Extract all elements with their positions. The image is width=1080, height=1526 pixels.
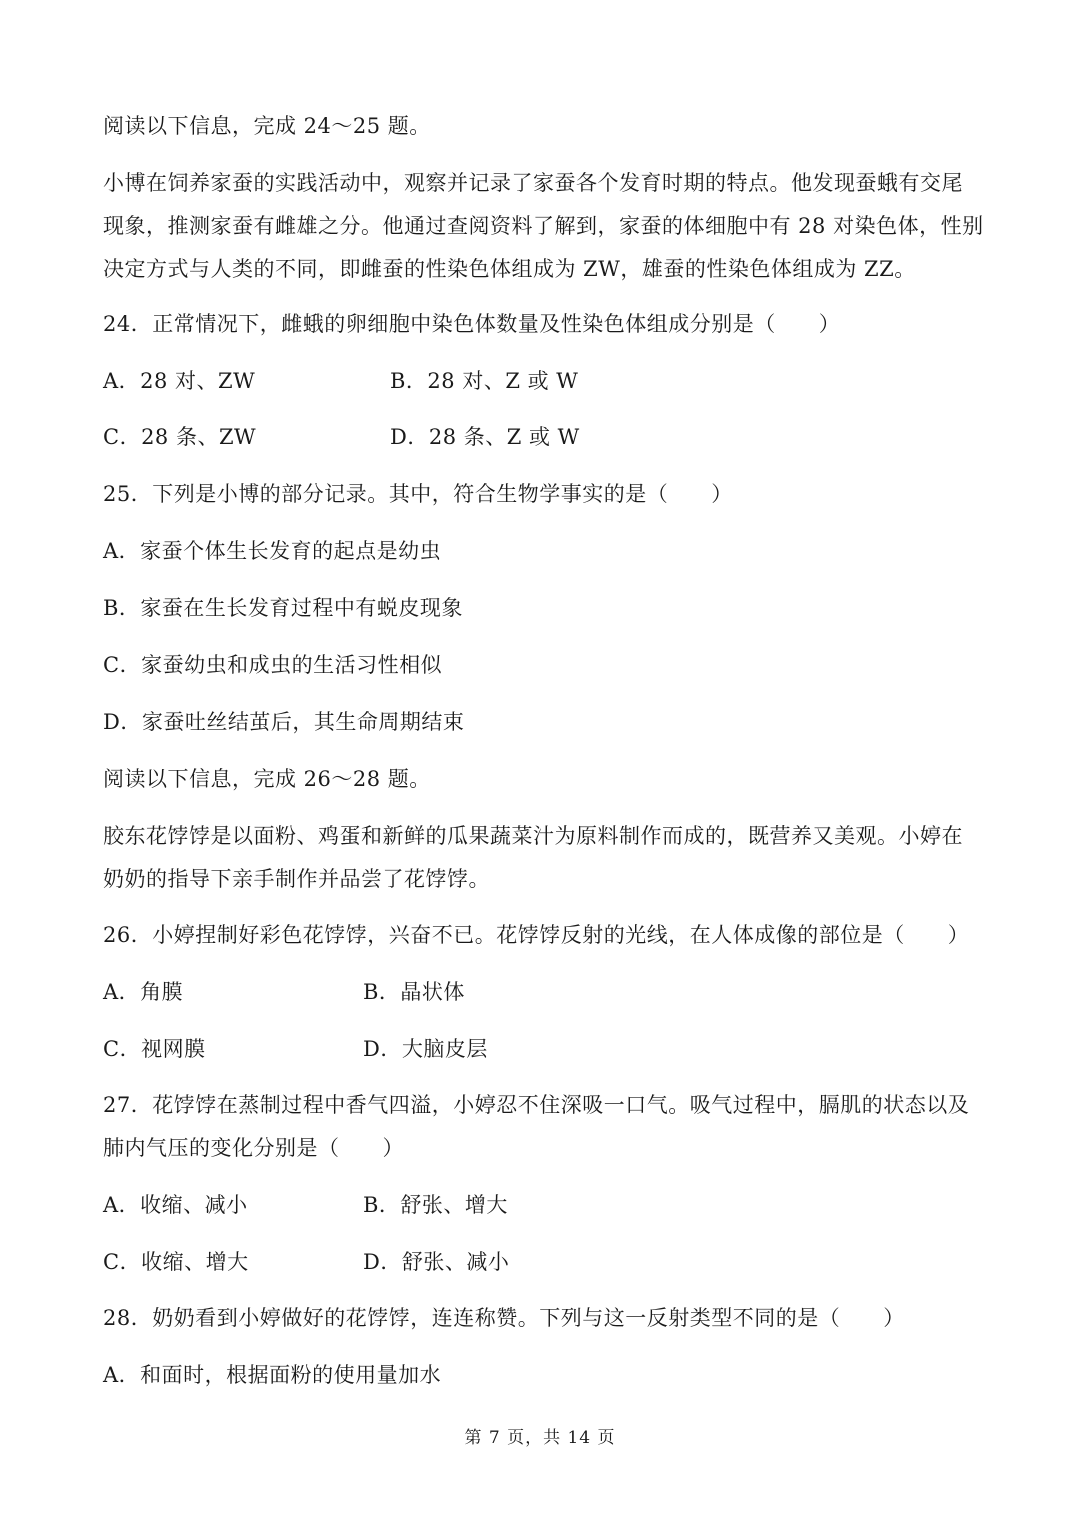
question-27-stem-line-1: 27．花饽饽在蒸制过程中香气四溢，小婷忍不住深吸一口气。吸气过程中，膈肌的状态以及 bbox=[103, 1093, 970, 1117]
question-27-stem-line-2: 肺内气压的变化分别是（ ） bbox=[103, 1136, 404, 1160]
question-27-option-b: B．舒张、增大 bbox=[363, 1193, 508, 1217]
passage-huabobo-line-2: 奶奶的指导下亲手制作并品尝了花饽饽。 bbox=[103, 867, 490, 891]
question-27-option-a: A．收缩、减小 bbox=[103, 1193, 248, 1217]
question-24-stem: 24．正常情况下，雌蛾的卵细胞中染色体数量及性染色体组成分别是（ ） bbox=[103, 312, 841, 336]
question-26-option-d: D．大脑皮层 bbox=[363, 1037, 488, 1061]
passage-silkworm-line-1: 小博在饲养家蚕的实践活动中，观察并记录了家蚕各个发育时期的特点。他发现蚕蛾有交尾 bbox=[103, 171, 963, 195]
question-24-option-d: D．28 条、Z 或 W bbox=[390, 425, 580, 449]
question-25-option-c: C．家蚕幼虫和成虫的生活习性相似 bbox=[103, 653, 443, 677]
reading-intro-24-25: 阅读以下信息，完成 24～25 题。 bbox=[103, 114, 431, 138]
page-footer: 第 7 页，共 14 页 bbox=[464, 1428, 616, 1448]
question-26-option-c: C．视网膜 bbox=[103, 1037, 206, 1061]
question-27-option-c: C．收缩、增大 bbox=[103, 1250, 249, 1274]
passage-silkworm-line-3: 决定方式与人类的不同，即雌蚕的性染色体组成为 ZW，雄蚕的性染色体组成为 ZZ。 bbox=[103, 257, 916, 281]
question-26-stem: 26．小婷捏制好彩色花饽饽，兴奋不已。花饽饽反射的光线，在人体成像的部位是（ ） bbox=[103, 923, 970, 947]
question-25-option-a: A．家蚕个体生长发育的起点是幼虫 bbox=[103, 539, 442, 563]
question-24-option-a: A．28 对、ZW bbox=[103, 369, 256, 393]
question-28-option-a: A．和面时，根据面粉的使用量加水 bbox=[103, 1363, 442, 1387]
question-25-option-d: D．家蚕吐丝结茧后，其生命周期结束 bbox=[103, 710, 465, 734]
question-24-option-b: B．28 对、Z 或 W bbox=[390, 369, 579, 393]
passage-silkworm-line-2: 现象，推测家蚕有雌雄之分。他通过查阅资料了解到，家蚕的体细胞中有 28 对染色体，性别 bbox=[103, 214, 984, 238]
question-24-option-c: C．28 条、ZW bbox=[103, 425, 257, 449]
question-25-stem: 25．下列是小博的部分记录。其中，符合生物学事实的是（ ） bbox=[103, 482, 733, 506]
question-28-stem: 28．奶奶看到小婷做好的花饽饽，连连称赞。下列与这一反射类型不同的是（ ） bbox=[103, 1306, 905, 1330]
reading-intro-26-28: 阅读以下信息，完成 26～28 题。 bbox=[103, 767, 431, 791]
question-26-option-a: A．角膜 bbox=[103, 980, 184, 1004]
question-26-option-b: B．晶状体 bbox=[363, 980, 465, 1004]
question-25-option-b: B．家蚕在生长发育过程中有蜕皮现象 bbox=[103, 596, 463, 620]
question-27-option-d: D．舒张、减小 bbox=[363, 1250, 510, 1274]
passage-huabobo-line-1: 胶东花饽饽是以面粉、鸡蛋和新鲜的瓜果蔬菜汁为原料制作而成的，既营养又美观。小婷在 bbox=[103, 824, 963, 848]
